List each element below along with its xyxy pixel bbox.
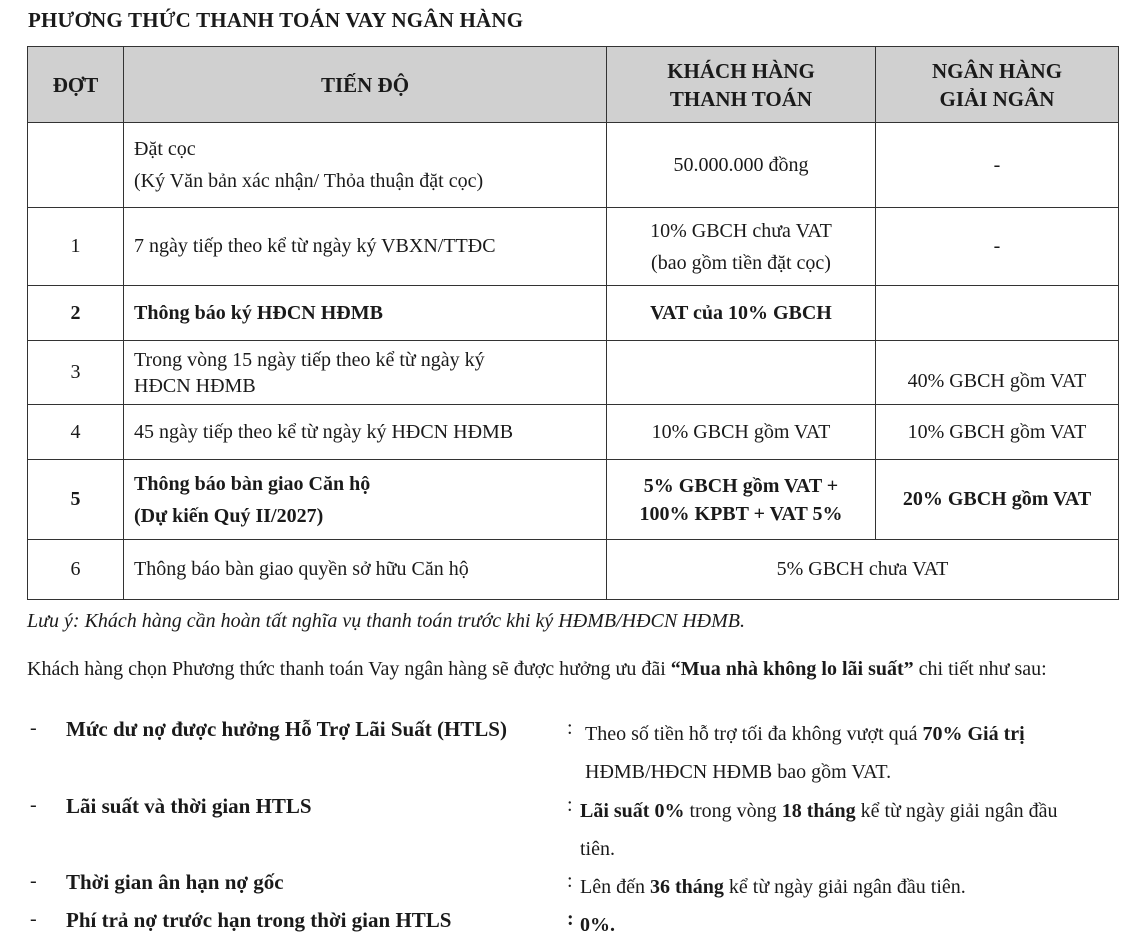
page-title: PHƯƠNG THỨC THANH TOÁN VAY NGÂN HÀNG	[28, 8, 524, 32]
row-dot: 4	[28, 405, 124, 460]
intro-part1: Khách hàng chọn Phương thức thanh toán Vay ngân hàng sẽ được hưởng ưu đãi	[27, 658, 671, 680]
bullet-value-bold-2: 18 tháng	[781, 800, 856, 822]
row-dot: 2	[28, 286, 124, 341]
bullet-colon: :	[567, 794, 573, 816]
bullet-value-bold: 70% Giá trị	[922, 723, 1025, 745]
row-merged-payment: 5% GBCH chưa VAT	[607, 540, 1119, 600]
row-dot: 6	[28, 540, 124, 600]
bullet-value-bold: 36 tháng	[649, 876, 724, 898]
table-row	[28, 460, 1119, 540]
row-khach-hang: VAT của 10% GBCH	[607, 286, 876, 341]
row-tien-do	[124, 341, 607, 405]
row-tien-do: Thông báo bàn giao quyền sở hữu Căn hộ	[124, 540, 607, 600]
intro-highlight: “Mua nhà không lo lãi suất”	[670, 658, 914, 680]
table-row	[28, 341, 1119, 405]
bullet-dash: -	[30, 870, 37, 892]
bullet-value	[580, 868, 1120, 906]
row-khach-hang	[607, 460, 876, 540]
row-khach-hang-line1: 5% GBCH gồm VAT +	[643, 474, 839, 497]
row-ngan-hang: 20% GBCH gồm VAT	[876, 460, 1119, 540]
table-row	[28, 286, 1119, 341]
row-tien-do-line2: HĐCN HĐMB	[134, 374, 256, 397]
bullet-value	[580, 906, 1120, 944]
bullet-value-bold: Lãi suất 0%	[580, 800, 685, 822]
bullet-value-text-2: kể từ ngày giải ngân đầu tiên.	[723, 876, 966, 898]
bullet-value	[585, 715, 1125, 791]
header-tien-do: TIẾN ĐỘ	[124, 47, 607, 123]
row-ngan-hang: -	[876, 123, 1119, 208]
bullet-dash: -	[30, 908, 37, 930]
header-ngan-hang-line1: NGÂN HÀNG	[931, 58, 1063, 83]
bullet-colon: :	[567, 870, 573, 892]
row-khach-hang: 10% GBCH gồm VAT	[607, 405, 876, 460]
bullet-value-line2: tiên.	[580, 838, 615, 860]
header-khach-hang-line1: KHÁCH HÀNG	[667, 58, 815, 83]
intro-part2: chi tiết như sau:	[913, 658, 1047, 680]
row-tien-do-line2: (Dự kiến Quý II/2027)	[134, 504, 324, 527]
bullet-value-bold: 0%.	[580, 914, 615, 936]
row-khach-hang-line2: (bao gồm tiền đặt cọc)	[651, 251, 831, 274]
row-tien-do-line1: Trong vòng 15 ngày tiếp theo kể từ ngày ký	[134, 348, 485, 371]
header-khach-hang-line2: THANH TOÁN	[669, 86, 813, 111]
bullet-dash: -	[30, 717, 37, 739]
row-khach-hang-line1: 10% GBCH chưa VAT	[650, 219, 832, 242]
row-khach-hang	[607, 208, 876, 286]
row-tien-do-line1: Thông báo bàn giao Căn hộ	[134, 472, 371, 495]
row-tien-do	[124, 123, 607, 208]
bullet-value-text: trong vòng	[684, 800, 782, 822]
bullet-label: Thời gian ân hạn nợ gốc	[66, 870, 284, 894]
row-dot: 5	[28, 460, 124, 540]
row-ngan-hang: 40% GBCH gồm VAT	[876, 341, 1119, 405]
row-tien-do-line1: Đặt cọc	[134, 138, 196, 160]
bullet-colon: :	[567, 717, 573, 739]
payment-schedule-table	[27, 46, 1119, 600]
header-ngan-hang-line2: GIẢI NGÂN	[939, 86, 1055, 111]
bullet-value-text: Lên đến	[580, 876, 650, 898]
header-dot: ĐỢT	[28, 47, 124, 123]
note-text: Lưu ý: Khách hàng cần hoàn tất nghĩa vụ thanh toán trước khi ký HĐMB/HĐCN HĐMB.	[27, 610, 745, 632]
header-khach-hang	[607, 47, 876, 123]
table-header-row	[28, 47, 1119, 123]
intro-paragraph	[27, 655, 1122, 683]
bullet-label: Mức dư nợ được hưởng Hỗ Trợ Lãi Suất (HTLS)	[66, 717, 507, 741]
bullet-value	[580, 792, 1120, 868]
row-dot: 3	[28, 341, 124, 405]
row-ngan-hang	[876, 286, 1119, 341]
row-khach-hang: 50.000.000 đồng	[607, 123, 876, 208]
row-tien-do: Thông báo ký HĐCN HĐMB	[124, 286, 607, 341]
row-khach-hang	[607, 341, 876, 405]
row-ngan-hang: 10% GBCH gồm VAT	[876, 405, 1119, 460]
row-tien-do-line2: (Ký Văn bản xác nhận/ Thỏa thuận đặt cọc)	[134, 170, 484, 192]
row-tien-do: 7 ngày tiếp theo kể từ ngày ký VBXN/TTĐC	[124, 208, 607, 286]
bullet-value-line2: HĐMB/HĐCN HĐMB bao gồm VAT.	[585, 761, 892, 783]
row-tien-do	[124, 460, 607, 540]
row-dot	[28, 123, 124, 208]
row-khach-hang-line2: 100% KPBT + VAT 5%	[639, 502, 843, 525]
row-tien-do: 45 ngày tiếp theo kể từ ngày ký HĐCN HĐMB	[124, 405, 607, 460]
table-row	[28, 405, 1119, 460]
bullet-colon: :	[567, 908, 574, 930]
table-row	[28, 123, 1119, 208]
table-row	[28, 540, 1119, 600]
bullet-value-text-2: kể từ ngày giải ngân đầu	[855, 800, 1058, 822]
row-dot: 1	[28, 208, 124, 286]
bullet-value-text: Theo số tiền hỗ trợ tối đa không vượt quá	[585, 723, 923, 745]
bullet-dash: -	[30, 794, 37, 816]
table-row	[28, 208, 1119, 286]
header-ngan-hang	[876, 47, 1119, 123]
row-ngan-hang: -	[876, 208, 1119, 286]
bullet-label: Phí trả nợ trước hạn trong thời gian HTLS	[66, 908, 452, 932]
bullet-label: Lãi suất và thời gian HTLS	[66, 794, 312, 818]
